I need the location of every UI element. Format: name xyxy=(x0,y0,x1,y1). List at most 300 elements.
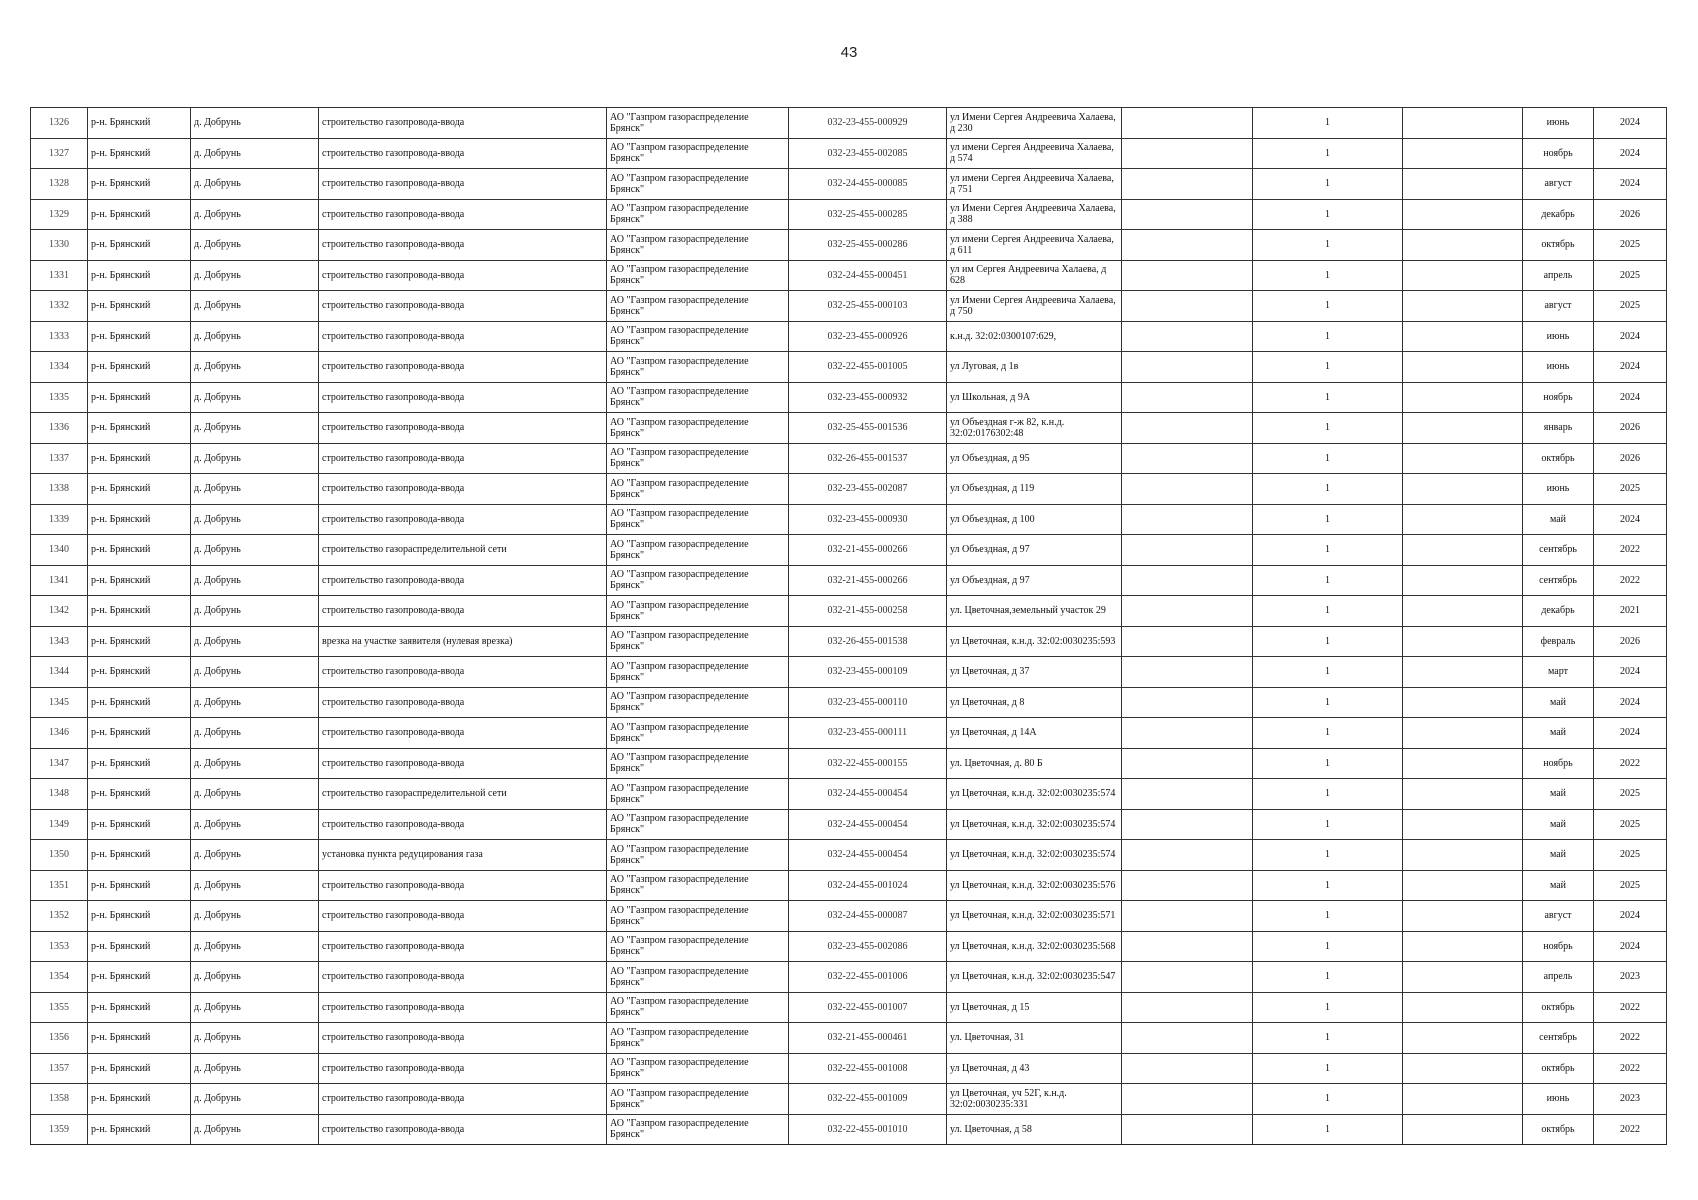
empty-cell xyxy=(1403,840,1523,871)
month-cell: март xyxy=(1523,657,1594,688)
year-cell: 2024 xyxy=(1594,687,1667,718)
year-cell: 2022 xyxy=(1594,535,1667,566)
quantity-cell: 1 xyxy=(1253,870,1403,901)
empty-cell xyxy=(1122,718,1253,749)
month-cell: июнь xyxy=(1523,1084,1594,1115)
organization-cell: АО "Газпром газораспределение Брянск" xyxy=(607,535,789,566)
organization-cell: АО "Газпром газораспределение Брянск" xyxy=(607,931,789,962)
district-cell: р-н. Брянский xyxy=(88,870,191,901)
month-cell: ноябрь xyxy=(1523,382,1594,413)
empty-cell xyxy=(1122,840,1253,871)
empty-cell xyxy=(1122,809,1253,840)
month-cell: май xyxy=(1523,779,1594,810)
empty-cell xyxy=(1403,992,1523,1023)
table-row xyxy=(31,321,1667,352)
address-cell: ул Объездная г-ж 82, к.н.д. 32:02:0176302:48 xyxy=(947,413,1122,444)
work-type-cell: строительство газопровода-ввода xyxy=(319,565,607,596)
empty-cell xyxy=(1122,321,1253,352)
work-type-cell: строительство газопровода-ввода xyxy=(319,169,607,200)
quantity-cell: 1 xyxy=(1253,962,1403,993)
village-cell: д. Добрунь xyxy=(191,626,319,657)
address-cell: ул Имени Сергея Андреевича Халаева, д 750 xyxy=(947,291,1122,322)
row-number: 1358 xyxy=(31,1084,88,1115)
month-cell: октябрь xyxy=(1523,1114,1594,1145)
year-cell: 2021 xyxy=(1594,596,1667,627)
empty-cell xyxy=(1122,931,1253,962)
organization-cell: АО "Газпром газораспределение Брянск" xyxy=(607,138,789,169)
application-code-cell: 032-26-455-001538 xyxy=(789,626,947,657)
application-code-cell: 032-21-455-000258 xyxy=(789,596,947,627)
empty-cell xyxy=(1403,138,1523,169)
row-number: 1330 xyxy=(31,230,88,261)
empty-cell xyxy=(1122,779,1253,810)
village-cell: д. Добрунь xyxy=(191,291,319,322)
address-cell: ул Объездная, д 97 xyxy=(947,565,1122,596)
district-cell: р-н. Брянский xyxy=(88,657,191,688)
organization-cell: АО "Газпром газораспределение Брянск" xyxy=(607,1084,789,1115)
row-number: 1337 xyxy=(31,443,88,474)
year-cell: 2024 xyxy=(1594,321,1667,352)
row-number: 1357 xyxy=(31,1053,88,1084)
gas-works-table xyxy=(30,107,1667,1145)
empty-cell xyxy=(1122,1023,1253,1054)
address-cell: ул Цветочная, к.н.д. 32:02:0030235:571 xyxy=(947,901,1122,932)
table-row xyxy=(31,169,1667,200)
empty-cell xyxy=(1122,504,1253,535)
district-cell: р-н. Брянский xyxy=(88,1053,191,1084)
quantity-cell: 1 xyxy=(1253,931,1403,962)
empty-cell xyxy=(1403,931,1523,962)
district-cell: р-н. Брянский xyxy=(88,1114,191,1145)
district-cell: р-н. Брянский xyxy=(88,687,191,718)
quantity-cell: 1 xyxy=(1253,992,1403,1023)
application-code-cell: 032-22-455-000155 xyxy=(789,748,947,779)
village-cell: д. Добрунь xyxy=(191,840,319,871)
month-cell: октябрь xyxy=(1523,230,1594,261)
row-number: 1326 xyxy=(31,108,88,139)
organization-cell: АО "Газпром газораспределение Брянск" xyxy=(607,596,789,627)
empty-cell xyxy=(1122,1114,1253,1145)
row-number: 1356 xyxy=(31,1023,88,1054)
address-cell: ул Школьная, д 9А xyxy=(947,382,1122,413)
month-cell: сентябрь xyxy=(1523,535,1594,566)
work-type-cell: строительство газопровода-ввода xyxy=(319,443,607,474)
address-cell: ул. Цветочная, д 58 xyxy=(947,1114,1122,1145)
year-cell: 2024 xyxy=(1594,657,1667,688)
village-cell: д. Добрунь xyxy=(191,1114,319,1145)
village-cell: д. Добрунь xyxy=(191,870,319,901)
organization-cell: АО "Газпром газораспределение Брянск" xyxy=(607,992,789,1023)
village-cell: д. Добрунь xyxy=(191,352,319,383)
organization-cell: АО "Газпром газораспределение Брянск" xyxy=(607,443,789,474)
village-cell: д. Добрунь xyxy=(191,230,319,261)
empty-cell xyxy=(1403,535,1523,566)
address-cell: ул Цветочная, к.н.д. 32:02:0030235:593 xyxy=(947,626,1122,657)
work-type-cell: установка пункта редуцирования газа xyxy=(319,840,607,871)
table-row xyxy=(31,596,1667,627)
month-cell: октябрь xyxy=(1523,992,1594,1023)
quantity-cell: 1 xyxy=(1253,382,1403,413)
empty-cell xyxy=(1403,901,1523,932)
row-number: 1335 xyxy=(31,382,88,413)
village-cell: д. Добрунь xyxy=(191,718,319,749)
application-code-cell: 032-25-455-000103 xyxy=(789,291,947,322)
application-code-cell: 032-26-455-001537 xyxy=(789,443,947,474)
quantity-cell: 1 xyxy=(1253,108,1403,139)
table-row xyxy=(31,809,1667,840)
quantity-cell: 1 xyxy=(1253,504,1403,535)
address-cell: ул Цветочная, уч 52Г, к.н.д. 32:02:0030235:331 xyxy=(947,1084,1122,1115)
table-row xyxy=(31,626,1667,657)
quantity-cell: 1 xyxy=(1253,596,1403,627)
empty-cell xyxy=(1122,352,1253,383)
district-cell: р-н. Брянский xyxy=(88,291,191,322)
address-cell: ул Объездная, д 100 xyxy=(947,504,1122,535)
year-cell: 2024 xyxy=(1594,382,1667,413)
address-cell: ул Объездная, д 97 xyxy=(947,535,1122,566)
year-cell: 2025 xyxy=(1594,260,1667,291)
table-row xyxy=(31,687,1667,718)
organization-cell: АО "Газпром газораспределение Брянск" xyxy=(607,291,789,322)
row-number: 1349 xyxy=(31,809,88,840)
quantity-cell: 1 xyxy=(1253,413,1403,444)
row-number: 1343 xyxy=(31,626,88,657)
work-type-cell: строительство газопровода-ввода xyxy=(319,596,607,627)
row-number: 1346 xyxy=(31,718,88,749)
row-number: 1342 xyxy=(31,596,88,627)
application-code-cell: 032-25-455-000286 xyxy=(789,230,947,261)
address-cell: ул имени Сергея Андреевича Халаева, д 751 xyxy=(947,169,1122,200)
year-cell: 2024 xyxy=(1594,169,1667,200)
empty-cell xyxy=(1122,657,1253,688)
organization-cell: АО "Газпром газораспределение Брянск" xyxy=(607,687,789,718)
empty-cell xyxy=(1122,382,1253,413)
empty-cell xyxy=(1403,413,1523,444)
address-cell: ул Объездная, д 95 xyxy=(947,443,1122,474)
month-cell: ноябрь xyxy=(1523,931,1594,962)
quantity-cell: 1 xyxy=(1253,260,1403,291)
application-code-cell: 032-23-455-000929 xyxy=(789,108,947,139)
address-cell: ул Цветочная, к.н.д. 32:02:0030235:574 xyxy=(947,779,1122,810)
year-cell: 2025 xyxy=(1594,474,1667,505)
application-code-cell: 032-24-455-000454 xyxy=(789,809,947,840)
quantity-cell: 1 xyxy=(1253,687,1403,718)
empty-cell xyxy=(1122,626,1253,657)
organization-cell: АО "Газпром газораспределение Брянск" xyxy=(607,169,789,200)
month-cell: январь xyxy=(1523,413,1594,444)
address-cell: ул. Цветочная, 31 xyxy=(947,1023,1122,1054)
village-cell: д. Добрунь xyxy=(191,108,319,139)
table-row xyxy=(31,931,1667,962)
district-cell: р-н. Брянский xyxy=(88,748,191,779)
village-cell: д. Добрунь xyxy=(191,1084,319,1115)
quantity-cell: 1 xyxy=(1253,199,1403,230)
district-cell: р-н. Брянский xyxy=(88,840,191,871)
work-type-cell: строительство газопровода-ввода xyxy=(319,1023,607,1054)
work-type-cell: строительство газопровода-ввода xyxy=(319,748,607,779)
application-code-cell: 032-23-455-002085 xyxy=(789,138,947,169)
application-code-cell: 032-24-455-001024 xyxy=(789,870,947,901)
address-cell: ул Цветочная, к.н.д. 32:02:0030235:574 xyxy=(947,840,1122,871)
address-cell: к.н.д. 32:02:0300107:629, xyxy=(947,321,1122,352)
page-number: 43 xyxy=(840,44,858,61)
month-cell: декабрь xyxy=(1523,199,1594,230)
application-code-cell: 032-23-455-000932 xyxy=(789,382,947,413)
village-cell: д. Добрунь xyxy=(191,382,319,413)
table-row xyxy=(31,840,1667,871)
organization-cell: АО "Газпром газораспределение Брянск" xyxy=(607,199,789,230)
work-type-cell: строительство газопровода-ввода xyxy=(319,687,607,718)
district-cell: р-н. Брянский xyxy=(88,1023,191,1054)
empty-cell xyxy=(1122,108,1253,139)
work-type-cell: строительство газопровода-ввода xyxy=(319,108,607,139)
row-number: 1345 xyxy=(31,687,88,718)
work-type-cell: строительство газопровода-ввода xyxy=(319,1084,607,1115)
application-code-cell: 032-23-455-000110 xyxy=(789,687,947,718)
empty-cell xyxy=(1122,748,1253,779)
quantity-cell: 1 xyxy=(1253,352,1403,383)
empty-cell xyxy=(1403,291,1523,322)
district-cell: р-н. Брянский xyxy=(88,443,191,474)
row-number: 1329 xyxy=(31,199,88,230)
year-cell: 2023 xyxy=(1594,962,1667,993)
quantity-cell: 1 xyxy=(1253,138,1403,169)
application-code-cell: 032-24-455-000451 xyxy=(789,260,947,291)
empty-cell xyxy=(1403,169,1523,200)
district-cell: р-н. Брянский xyxy=(88,718,191,749)
organization-cell: АО "Газпром газораспределение Брянск" xyxy=(607,352,789,383)
work-type-cell: строительство газопровода-ввода xyxy=(319,992,607,1023)
address-cell: ул Цветочная, к.н.д. 32:02:0030235:574 xyxy=(947,809,1122,840)
village-cell: д. Добрунь xyxy=(191,596,319,627)
month-cell: май xyxy=(1523,840,1594,871)
year-cell: 2024 xyxy=(1594,138,1667,169)
year-cell: 2022 xyxy=(1594,565,1667,596)
district-cell: р-н. Брянский xyxy=(88,108,191,139)
year-cell: 2024 xyxy=(1594,352,1667,383)
application-code-cell: 032-23-455-000930 xyxy=(789,504,947,535)
district-cell: р-н. Брянский xyxy=(88,413,191,444)
work-type-cell: строительство газопровода-ввода xyxy=(319,1053,607,1084)
empty-cell xyxy=(1403,443,1523,474)
month-cell: июнь xyxy=(1523,352,1594,383)
empty-cell xyxy=(1403,108,1523,139)
row-number: 1340 xyxy=(31,535,88,566)
month-cell: август xyxy=(1523,901,1594,932)
organization-cell: АО "Газпром газораспределение Брянск" xyxy=(607,382,789,413)
village-cell: д. Добрунь xyxy=(191,748,319,779)
application-code-cell: 032-23-455-002086 xyxy=(789,931,947,962)
year-cell: 2025 xyxy=(1594,870,1667,901)
table-row xyxy=(31,870,1667,901)
year-cell: 2022 xyxy=(1594,1053,1667,1084)
district-cell: р-н. Брянский xyxy=(88,199,191,230)
table-row xyxy=(31,291,1667,322)
application-code-cell: 032-21-455-000461 xyxy=(789,1023,947,1054)
table-row xyxy=(31,504,1667,535)
village-cell: д. Добрунь xyxy=(191,657,319,688)
table-row xyxy=(31,474,1667,505)
work-type-cell: строительство газопровода-ввода xyxy=(319,504,607,535)
table-row xyxy=(31,718,1667,749)
work-type-cell: строительство газопровода-ввода xyxy=(319,870,607,901)
district-cell: р-н. Брянский xyxy=(88,565,191,596)
village-cell: д. Добрунь xyxy=(191,565,319,596)
address-cell: ул. Цветочная,земельный участок 29 xyxy=(947,596,1122,627)
address-cell: ул Цветочная, д 15 xyxy=(947,992,1122,1023)
table-row xyxy=(31,199,1667,230)
application-code-cell: 032-24-455-000085 xyxy=(789,169,947,200)
year-cell: 2025 xyxy=(1594,230,1667,261)
empty-cell xyxy=(1403,962,1523,993)
work-type-cell: строительство газопровода-ввода xyxy=(319,260,607,291)
organization-cell: АО "Газпром газораспределение Брянск" xyxy=(607,718,789,749)
village-cell: д. Добрунь xyxy=(191,687,319,718)
address-cell: ул Цветочная, д 8 xyxy=(947,687,1122,718)
empty-cell xyxy=(1122,413,1253,444)
address-cell: ул Имени Сергея Андреевича Халаева, д 388 xyxy=(947,199,1122,230)
district-cell: р-н. Брянский xyxy=(88,535,191,566)
table-row xyxy=(31,992,1667,1023)
empty-cell xyxy=(1122,870,1253,901)
empty-cell xyxy=(1122,992,1253,1023)
village-cell: д. Добрунь xyxy=(191,779,319,810)
organization-cell: АО "Газпром газораспределение Брянск" xyxy=(607,657,789,688)
organization-cell: АО "Газпром газораспределение Брянск" xyxy=(607,413,789,444)
table-row xyxy=(31,901,1667,932)
district-cell: р-н. Брянский xyxy=(88,962,191,993)
work-type-cell: строительство газопровода-ввода xyxy=(319,352,607,383)
work-type-cell: строительство газопровода-ввода xyxy=(319,657,607,688)
quantity-cell: 1 xyxy=(1253,291,1403,322)
empty-cell xyxy=(1403,870,1523,901)
month-cell: апрель xyxy=(1523,962,1594,993)
organization-cell: АО "Газпром газораспределение Брянск" xyxy=(607,809,789,840)
row-number: 1355 xyxy=(31,992,88,1023)
quantity-cell: 1 xyxy=(1253,809,1403,840)
table-row xyxy=(31,748,1667,779)
work-type-cell: врезка на участке заявителя (нулевая врезка) xyxy=(319,626,607,657)
village-cell: д. Добрунь xyxy=(191,413,319,444)
row-number: 1341 xyxy=(31,565,88,596)
row-number: 1347 xyxy=(31,748,88,779)
empty-cell xyxy=(1122,474,1253,505)
empty-cell xyxy=(1122,1084,1253,1115)
village-cell: д. Добрунь xyxy=(191,901,319,932)
organization-cell: АО "Газпром газораспределение Брянск" xyxy=(607,779,789,810)
row-number: 1332 xyxy=(31,291,88,322)
year-cell: 2024 xyxy=(1594,901,1667,932)
application-code-cell: 032-23-455-002087 xyxy=(789,474,947,505)
year-cell: 2026 xyxy=(1594,626,1667,657)
application-code-cell: 032-22-455-001007 xyxy=(789,992,947,1023)
table-row xyxy=(31,443,1667,474)
empty-cell xyxy=(1403,230,1523,261)
work-type-cell: строительство газопровода-ввода xyxy=(319,321,607,352)
table-row xyxy=(31,962,1667,993)
table-row xyxy=(31,413,1667,444)
organization-cell: АО "Газпром газораспределение Брянск" xyxy=(607,1114,789,1145)
address-cell: ул имени Сергея Андреевича Халаева, д 611 xyxy=(947,230,1122,261)
application-code-cell: 032-24-455-000454 xyxy=(789,779,947,810)
year-cell: 2024 xyxy=(1594,931,1667,962)
organization-cell: АО "Газпром газораспределение Брянск" xyxy=(607,840,789,871)
district-cell: р-н. Брянский xyxy=(88,382,191,413)
table-row xyxy=(31,260,1667,291)
district-cell: р-н. Брянский xyxy=(88,474,191,505)
empty-cell xyxy=(1122,962,1253,993)
district-cell: р-н. Брянский xyxy=(88,779,191,810)
row-number: 1344 xyxy=(31,657,88,688)
month-cell: апрель xyxy=(1523,260,1594,291)
organization-cell: АО "Газпром газораспределение Брянск" xyxy=(607,260,789,291)
empty-cell xyxy=(1403,474,1523,505)
month-cell: май xyxy=(1523,870,1594,901)
address-cell: ул Цветочная, к.н.д. 32:02:0030235:547 xyxy=(947,962,1122,993)
row-number: 1333 xyxy=(31,321,88,352)
table-row xyxy=(31,138,1667,169)
month-cell: сентябрь xyxy=(1523,565,1594,596)
empty-cell xyxy=(1122,230,1253,261)
row-number: 1328 xyxy=(31,169,88,200)
application-code-cell: 032-21-455-000266 xyxy=(789,535,947,566)
quantity-cell: 1 xyxy=(1253,535,1403,566)
empty-cell xyxy=(1122,535,1253,566)
district-cell: р-н. Брянский xyxy=(88,1084,191,1115)
district-cell: р-н. Брянский xyxy=(88,901,191,932)
table-row xyxy=(31,1084,1667,1115)
application-code-cell: 032-25-455-001536 xyxy=(789,413,947,444)
month-cell: декабрь xyxy=(1523,596,1594,627)
row-number: 1331 xyxy=(31,260,88,291)
work-type-cell: строительство газопровода-ввода xyxy=(319,413,607,444)
organization-cell: АО "Газпром газораспределение Брянск" xyxy=(607,870,789,901)
quantity-cell: 1 xyxy=(1253,901,1403,932)
work-type-cell: строительство газопровода-ввода xyxy=(319,931,607,962)
district-cell: р-н. Брянский xyxy=(88,230,191,261)
empty-cell xyxy=(1403,718,1523,749)
organization-cell: АО "Газпром газораспределение Брянск" xyxy=(607,962,789,993)
application-code-cell: 032-25-455-000285 xyxy=(789,199,947,230)
organization-cell: АО "Газпром газораспределение Брянск" xyxy=(607,108,789,139)
organization-cell: АО "Газпром газораспределение Брянск" xyxy=(607,565,789,596)
month-cell: ноябрь xyxy=(1523,138,1594,169)
row-number: 1350 xyxy=(31,840,88,871)
year-cell: 2024 xyxy=(1594,504,1667,535)
empty-cell xyxy=(1403,657,1523,688)
row-number: 1354 xyxy=(31,962,88,993)
work-type-cell: строительство газопровода-ввода xyxy=(319,291,607,322)
address-cell: ул. Цветочная, д. 80 Б xyxy=(947,748,1122,779)
month-cell: май xyxy=(1523,687,1594,718)
month-cell: август xyxy=(1523,169,1594,200)
quantity-cell: 1 xyxy=(1253,718,1403,749)
district-cell: р-н. Брянский xyxy=(88,260,191,291)
empty-cell xyxy=(1122,901,1253,932)
empty-cell xyxy=(1403,321,1523,352)
year-cell: 2023 xyxy=(1594,1084,1667,1115)
application-code-cell: 032-22-455-001005 xyxy=(789,352,947,383)
empty-cell xyxy=(1403,260,1523,291)
row-number: 1352 xyxy=(31,901,88,932)
row-number: 1339 xyxy=(31,504,88,535)
village-cell: д. Добрунь xyxy=(191,809,319,840)
address-cell: ул Цветочная, д 14А xyxy=(947,718,1122,749)
application-code-cell: 032-22-455-001010 xyxy=(789,1114,947,1145)
quantity-cell: 1 xyxy=(1253,443,1403,474)
empty-cell xyxy=(1403,1023,1523,1054)
month-cell: октябрь xyxy=(1523,1053,1594,1084)
